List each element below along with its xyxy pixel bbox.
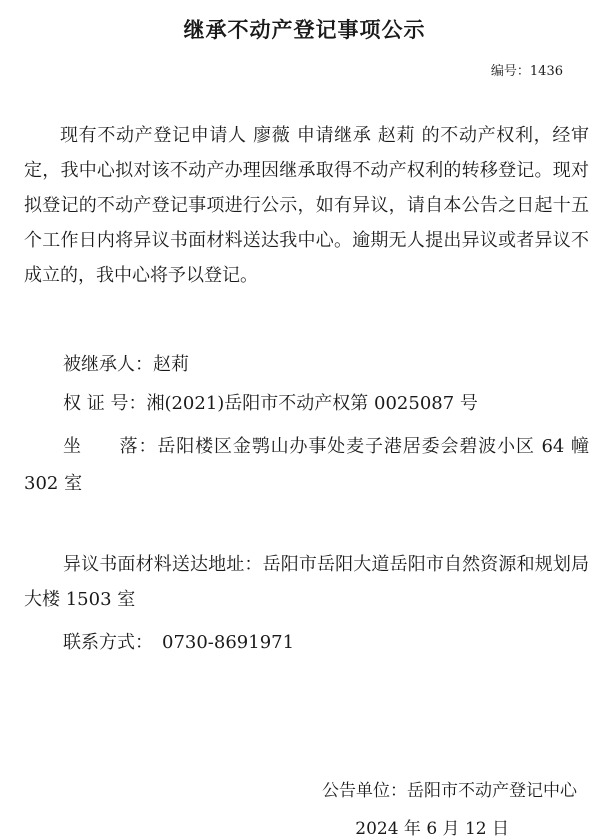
decedent-line: 被继承人：赵莉 <box>63 354 189 375</box>
contact-line: 联系方式： 0730-8691971 <box>63 632 295 653</box>
announcer-line: 公告单位：岳阳市不动产登记中心 <box>322 781 577 801</box>
certificate-line: 权 证 号：湘(2021)岳阳市不动产权第 0025087 号 <box>63 393 478 414</box>
serial-number: 编号：1436 <box>490 64 563 79</box>
location-line: 坐 落：岳阳楼区金鹗山办事处麦子港居委会碧波小区 64 幢 302 室 <box>24 436 589 494</box>
notice-body: 现有不动产登记申请人 廖薇 申请继承 赵莉 的不动产权利，经审定，我中心拟对该不动产办理因继承取得不动产权利的转移登记。现对拟登记的不动产登记事项进行公示，如有异议，请自本公告之日起十五个工作日内将异议书面材料送达我中心。逾期无人提出异议或者异议不成立的，我中心将予以登记。 <box>24 125 589 286</box>
objection-address: 异议书面材料送达地址：岳阳市岳阳大道岳阳市自然资源和规划局大楼 1503 室 <box>24 554 589 610</box>
date-line: 2024 年 6 月 12 日 <box>355 819 509 839</box>
page-title: 继承不动产登记事项公示 <box>183 18 426 42</box>
